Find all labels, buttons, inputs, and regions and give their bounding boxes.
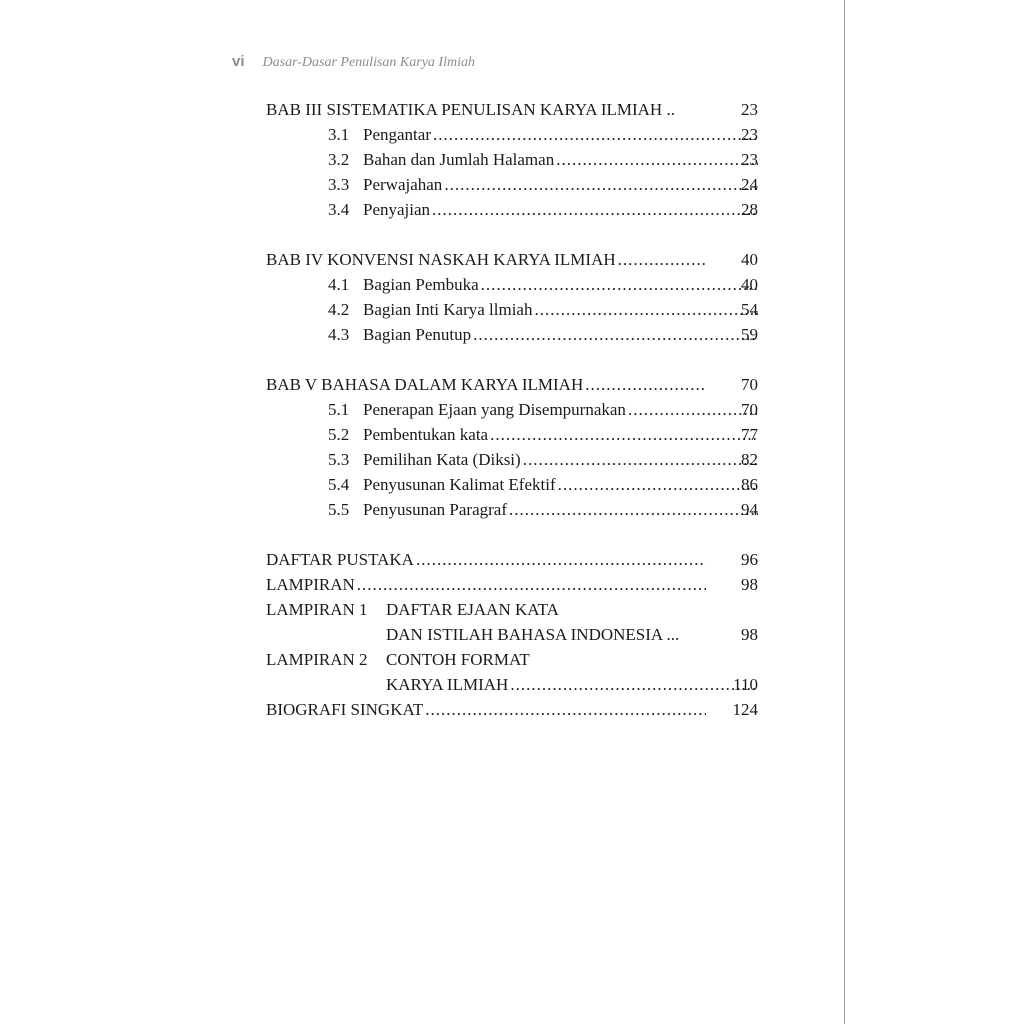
appendix-label: LAMPIRAN 1 [266,600,368,619]
toc-item-4-3[interactable] [266,325,758,350]
section-label: Pemilihan Kata (Diksi) [363,450,521,469]
toc-biografi[interactable] [266,700,758,725]
section-number: 5.5 [328,500,350,519]
toc-lampiran-1[interactable] [266,600,758,625]
page-number: 23 [741,125,758,144]
toc-item-3-3[interactable] [266,175,758,200]
page-number: 110 [733,675,758,694]
toc-item-4-2[interactable] [266,300,758,325]
appendix-label: LAMPIRAN 2 [266,650,368,669]
toc-item-3-4[interactable] [266,200,758,225]
appendix-title-line-1: CONTOH FORMAT [386,650,530,669]
toc-lampiran-2-cont[interactable] [266,675,758,700]
dot-leader [357,575,706,595]
page-number: 86 [741,475,758,494]
page-number: 98 [741,625,758,644]
page-number: 40 [741,250,758,269]
toc-lampiran-2[interactable] [266,650,758,675]
page-folio: vi [232,53,245,70]
section-number: 3.4 [328,200,350,219]
section-label: Bagian Inti Karya llmiah [363,300,533,319]
page-number: 94 [741,500,758,519]
chapter-title: BAB IV KONVENSI NASKAH KARYA ILMIAH [266,250,616,269]
page-number: 70 [741,375,758,394]
toc-item-3-1[interactable] [266,125,758,150]
toc-item-5-3[interactable] [266,450,758,475]
section-number: 5.1 [328,400,350,419]
section-number: 5.4 [328,475,350,494]
section-label: Penyusunan Paragraf [363,500,507,519]
section-label: Pengantar [363,125,431,144]
toc-item-4-1[interactable] [266,275,758,300]
page-number: 24 [741,175,758,194]
section-number: 5.2 [328,425,350,444]
dot-leader [618,250,706,270]
entry-label: BIOGRAFI SINGKAT [266,700,424,719]
section-number: 4.1 [328,275,350,294]
page-number: 124 [732,700,758,719]
section-number: 3.1 [328,125,350,144]
chapter-title: BAB V BAHASA DALAM KARYA ILMIAH [266,375,584,394]
page-number: 98 [741,575,758,594]
page-number: 82 [741,450,758,469]
book-title: Dasar-Dasar Penulisan Karya Ilmiah [262,55,475,70]
dot-leader [425,700,706,720]
toc-lampiran-1-cont[interactable] [266,625,758,650]
toc-item-5-2[interactable] [266,425,758,450]
section-label: Bagian Pembuka [363,275,479,294]
toc-chapter-3[interactable] [266,100,758,125]
page-number: 54 [741,300,758,319]
section-number: 5.3 [328,450,350,469]
toc-chapter-4[interactable] [266,250,758,275]
table-of-contents [266,100,758,725]
toc-item-5-4[interactable] [266,475,758,500]
section-number: 4.3 [328,325,350,344]
dot-leader [585,375,706,395]
section-label: Penyajian [363,200,431,219]
page-number: 40 [741,275,758,294]
section-number: 4.2 [328,300,350,319]
page-number: 96 [741,550,758,569]
page-number: 59 [741,325,758,344]
section-label: Perwajahan [363,175,443,194]
section-gap [266,525,758,550]
appendix-title-line-2: DAN ISTILAH BAHASA INDONESIA ... [386,625,680,644]
toc-item-5-1[interactable] [266,400,758,425]
page-number: 23 [741,150,758,169]
dot-leader [416,550,706,570]
appendix-title-line-2: KARYA ILMIAH [386,675,509,694]
section-label: Pembentukan kata [363,425,489,444]
page-number: 28 [741,200,758,219]
section-label: Bahan dan Jumlah Halaman [363,150,555,169]
section-label: Penyusunan Kalimat Efektif [363,475,556,494]
entry-label: LAMPIRAN [266,575,355,594]
running-head [232,53,475,71]
toc-chapter-5[interactable] [266,375,758,400]
section-label: Penerapan Ejaan yang Disempurnakan [363,400,626,419]
toc-item-5-5[interactable] [266,500,758,525]
page-number: 23 [741,100,758,119]
appendix-title-line-1: DAFTAR EJAAN KATA [386,600,559,619]
section-gap [266,225,758,250]
page-number: 70 [741,400,758,419]
section-number: 3.3 [328,175,350,194]
section-number: 3.2 [328,150,350,169]
chapter-title: BAB III SISTEMATIKA PENULISAN KARYA ILMIAH .. [266,100,675,119]
section-gap [266,350,758,375]
toc-item-3-2[interactable] [266,150,758,175]
entry-label: DAFTAR PUSTAKA [266,550,414,569]
toc-daftar-pustaka[interactable] [266,550,758,575]
toc-lampiran[interactable] [266,575,758,600]
page-number: 77 [741,425,758,444]
section-label: Bagian Penutup [363,325,472,344]
